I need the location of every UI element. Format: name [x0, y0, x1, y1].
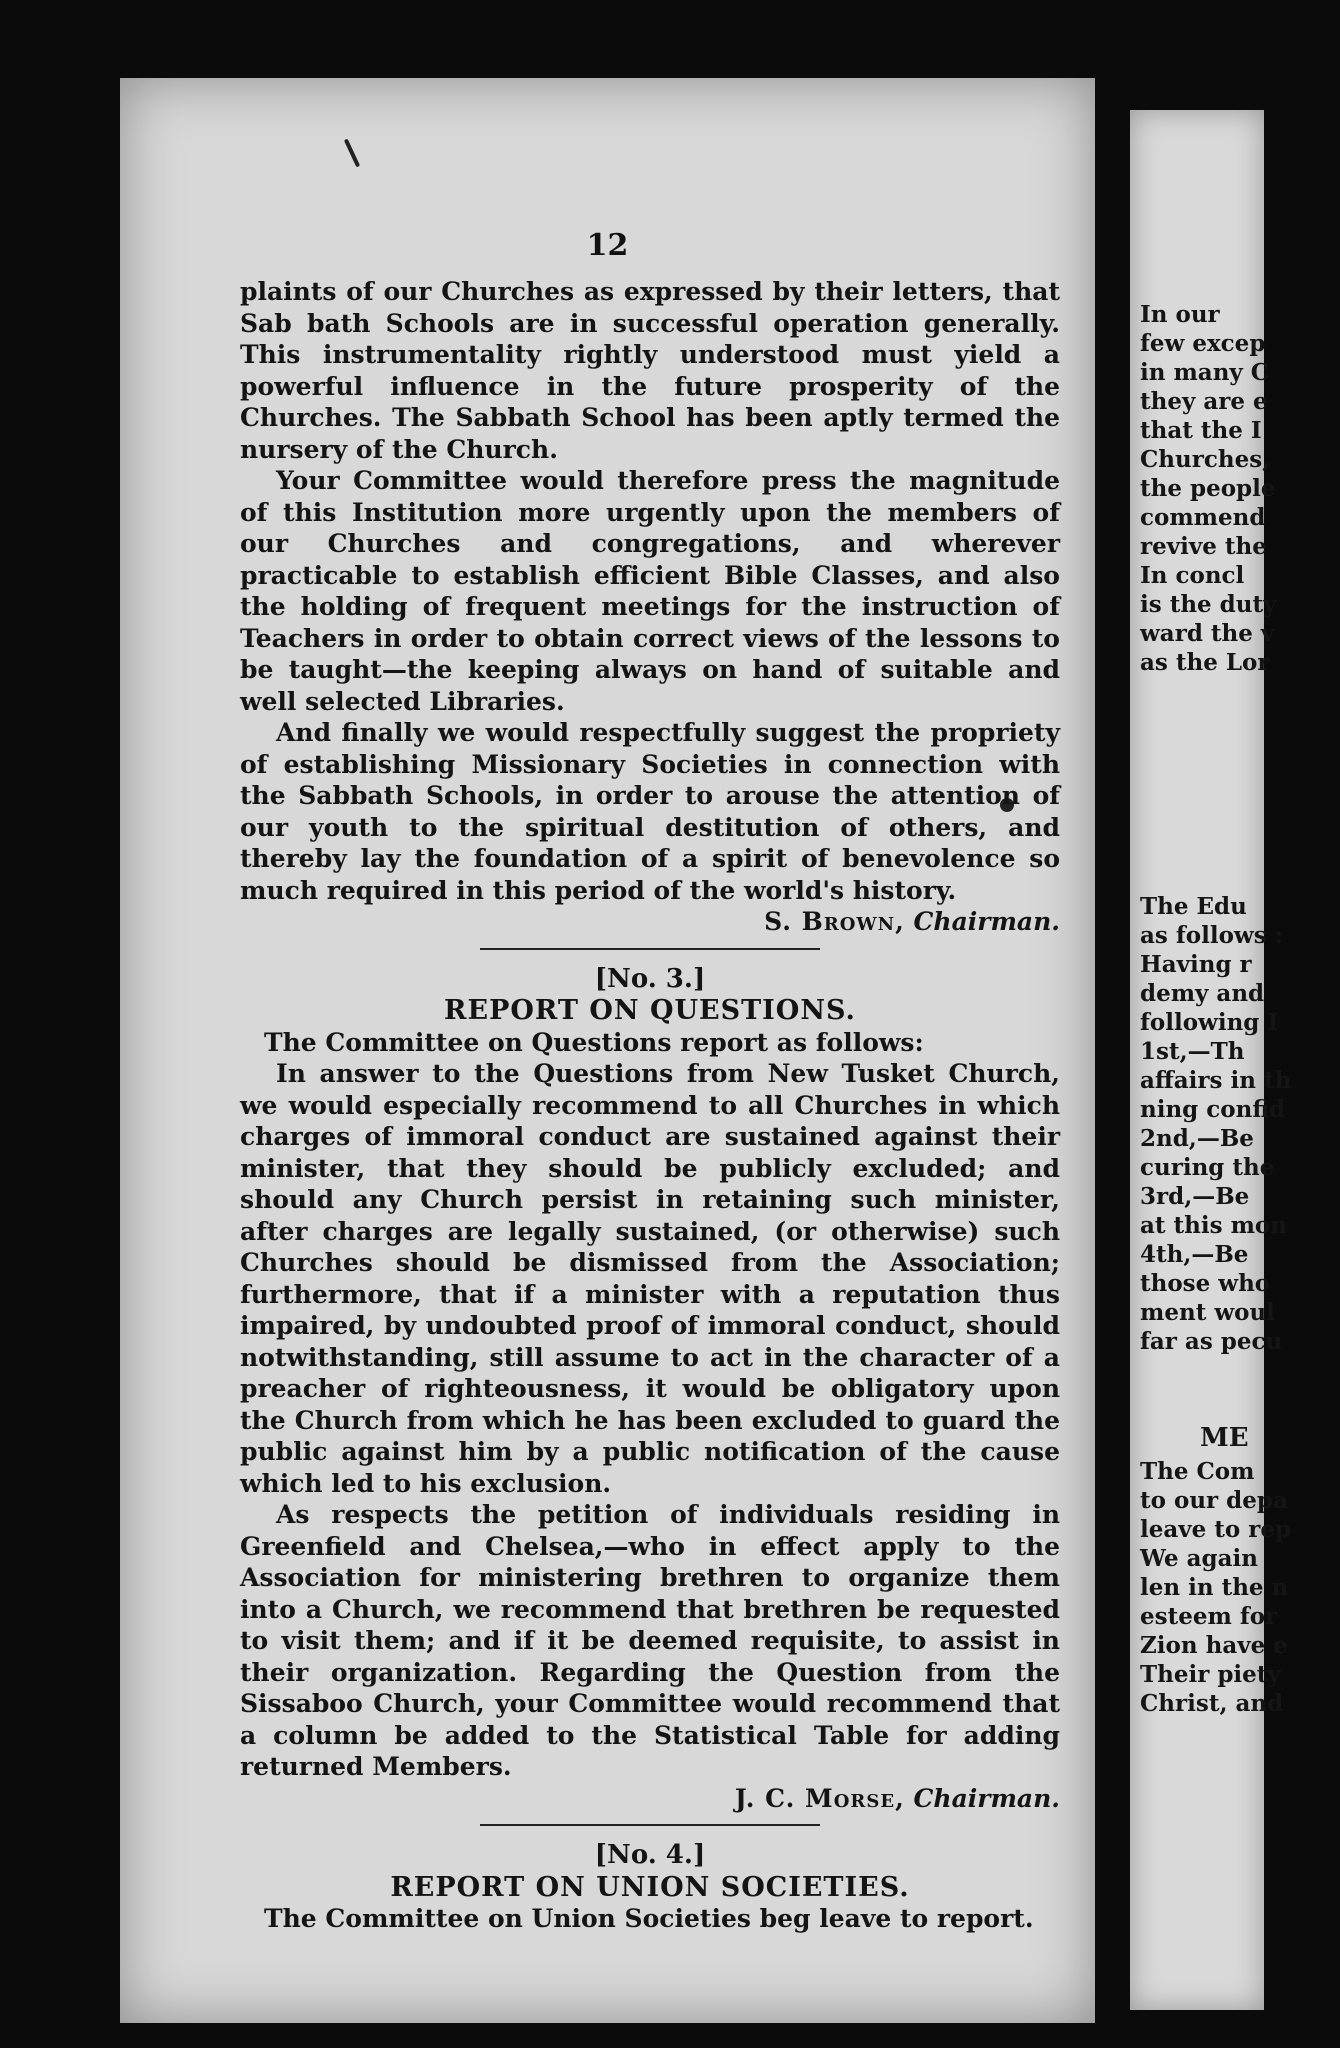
- right-line: they are e: [1140, 388, 1268, 415]
- right-line: the people: [1140, 475, 1276, 502]
- right-line: The Edu: [1140, 893, 1247, 920]
- right-line: 2nd,—Be: [1140, 1125, 1254, 1152]
- right-line: following I: [1140, 1009, 1279, 1036]
- signature-morse: [240, 1783, 1060, 1815]
- right-line: We again: [1140, 1545, 1258, 1572]
- right-page-text: [1140, 300, 1340, 1718]
- right-line: Churches,: [1140, 446, 1271, 473]
- right-line: as follows :: [1140, 922, 1284, 949]
- right-line: as the Lor: [1140, 649, 1270, 676]
- right-line: affairs in th: [1140, 1067, 1292, 1094]
- right-line: at this mon: [1140, 1212, 1287, 1239]
- paragraph-greenfield: As respects the petition of individuals residing in Greenfield and Chelsea,—who in effect apply to the Association for ministering brethren to organize them into a Church, we recommend that brethren be requested to visit them; and if it be deemed requisite, to assist in their organization. Regarding the Question from the Sissaboo Church, your Committee would recommend that a column be added to the Statistical Table for adding returned Members.: [240, 1500, 1060, 1781]
- right-line: few excep: [1140, 330, 1266, 357]
- right-line: to our depa: [1140, 1487, 1288, 1514]
- right-line: in many C: [1140, 359, 1270, 386]
- right-line: leave to rep: [1140, 1516, 1292, 1543]
- report-3-title: REPORT ON QUESTIONS.: [444, 995, 856, 1026]
- right-line: Zion have e: [1140, 1632, 1288, 1659]
- signature-role: Chairman.: [913, 1783, 1060, 1813]
- right-line: ment woul: [1140, 1299, 1275, 1326]
- left-page: [120, 78, 1095, 2023]
- paragraph-committee-press: Your Committee would therefore press the magnitude of this Institution more urgently upon the members of our Churches and congregations, and wherever practicable to establish efficient Bible Classes, and also the holding of frequent meetings for the instruction of Teachers in order to obtain correct views of the lessons to be taught—the keeping always on hand of suitable and well selected Libraries.: [240, 466, 1060, 716]
- right-line: curing the: [1140, 1154, 1275, 1181]
- paragraph-missionary-societies: And finally we would respectfully suggest the propriety of establishing Missionary Societies in connection with the Sabbath Schools, in order to arouse the attention of our youth to the spiritual destitution of others, and thereby lay the foundation of a spirit of benevolence so much required in this period of the world's history.: [240, 718, 1060, 905]
- right-heading: ME: [1200, 1423, 1249, 1453]
- right-line: In our: [1140, 301, 1220, 328]
- right-line: demy and: [1140, 980, 1265, 1007]
- section-divider: [480, 948, 820, 950]
- right-line: ning confid: [1140, 1096, 1286, 1123]
- paragraph-new-tusket: In answer to the Questions from New Tusket Church, we would especially recommend to all Churches in which charges of immoral conduct are sustained against their minister, that they should be publicly excluded; and should any Church persist in retaining such minister, after charges are legally sustained, (or otherwise) such Churches should be dismissed from the Association; furthermore, that if a minister with a reputation thus impaired, by undoubted proof of immoral conduct, should notwithstanding, still assume to act in the character of a preacher of righteousness, it would be obligatory upon the Church from which he has been excluded to guard the public against him by a public notification of the cause which led to his exclusion.: [240, 1059, 1060, 1498]
- report-4-intro: The Committee on Union Societies beg leave to report.: [264, 1904, 1034, 1933]
- report-3-number: [No. 3.]: [594, 963, 706, 994]
- spacer: [1140, 1356, 1340, 1424]
- signature-brown: [240, 906, 1060, 938]
- ink-mark: [344, 139, 360, 168]
- signature-name: S. Brown,: [764, 907, 905, 936]
- paragraph-sabbath-schools: plaints of our Churches as expressed by their letters, that Sab bath Schools are in successful operation generally. This instrumentality rightly understood must yield a powerful influence in the future prosperity of the Churches. The Sabbath School has been aptly termed the nursery of the Church.: [240, 277, 1060, 464]
- right-line: Their piety: [1140, 1661, 1281, 1688]
- signature-role: Chairman.: [913, 907, 1060, 936]
- right-page: [1130, 110, 1292, 2010]
- report-3-intro: The Committee on Questions report as follows:: [264, 1027, 924, 1057]
- right-line: far as pecu: [1140, 1328, 1283, 1355]
- page-body: [240, 276, 1060, 1935]
- right-line: esteem for: [1140, 1603, 1278, 1630]
- page-number: 12: [586, 228, 629, 263]
- right-line: The Com: [1140, 1458, 1255, 1485]
- right-line: In concl: [1140, 562, 1245, 589]
- spacer: [1140, 677, 1340, 892]
- right-line: Christ, and: [1140, 1690, 1284, 1717]
- right-line: is the duty: [1140, 591, 1277, 618]
- right-line: Having r: [1140, 951, 1252, 978]
- right-line: 1st,—Th: [1140, 1038, 1245, 1065]
- report-4-title: REPORT ON UNION SOCIETIES.: [390, 1871, 910, 1903]
- right-line: those who: [1140, 1270, 1271, 1297]
- right-line: 3rd,—Be: [1140, 1183, 1250, 1210]
- signature-name: J. C. Morse,: [734, 1783, 905, 1813]
- right-line: len in the n: [1140, 1574, 1289, 1601]
- right-line: revive the: [1140, 533, 1267, 560]
- report-4-number: [No. 4.]: [594, 1840, 706, 1870]
- right-line: 4th,—Be: [1140, 1241, 1249, 1268]
- right-line: ward the v: [1140, 620, 1275, 647]
- right-line: that the I: [1140, 417, 1262, 444]
- right-line: commend: [1140, 504, 1266, 531]
- section-divider: [480, 1824, 820, 1826]
